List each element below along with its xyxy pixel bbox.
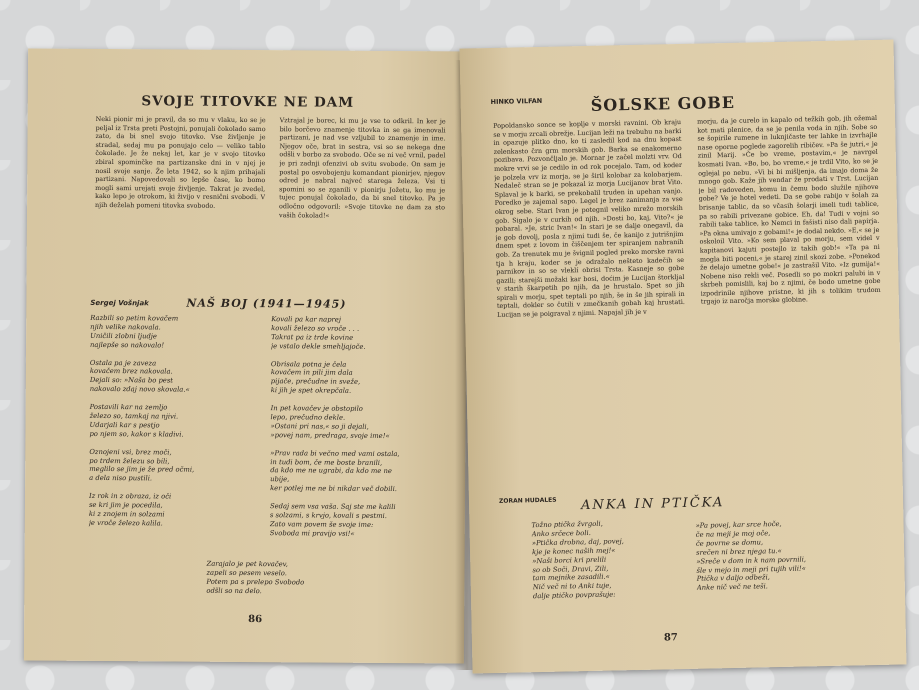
story-title: ŠOLSKE GOBE (590, 92, 736, 115)
story-author: HINKO VILFAN (490, 96, 543, 106)
story-column-2: morju, da je curelo in kapalo od težkih gob, jih ožemal kot mati plenice, da se je penila voda in njih. Sobe so se šopirile rumene in luknjičaste ter lahke in izvrhajle nase oporne pogledе zagorelih ribičev. »Pa še jutri,« je zinil Marij. »Če bo vreme, postavim,« je navrgel kosmati Ivan. »Bo, bo, bo vreme,« je trdil Vito, ko se je oglejal po nebu. »Vi bi bi mišljenja, da imajo doma že mnogo gob. Kaže jih vendar že prodati v Trst. Lucijan je bil radoveden, komu in čemu bodo služile njihove gobe? Ve je hotel vedeti. Da se gobe rabijo v šolah za brisanje tablic, da so včasih šolarji imeli tudi tablice, pa so rabili privezane gobice. Eh, da! Tudi v vojni so rabili take tablice, ko Nemci in fašisti niso dali papirja. »Pa okna umivajo z gobami!« je dodal nekdo. »E,« se je oskoloil Vito. »Ko sem plaval po morju, sem videl v kapitanovi kajuti postejlo iz takih gob!« »Ta pa ni mogla biti poceni,« je starej zinil skozi zobe. »Ponekod že delajo umetne gobe!« je zastrašil Vito. »Iz gumija!« Nobene niso rekli več. Posedli so po mokri palubi in v skrbeh pomislili, kaj bo z njimi, če bodo umetne gobe izpodrinile njihove pristne, ki jih s tolikim trudom trgajo iz naročja morske globine. (697, 113, 881, 307)
poem-title-right: ANKA IN PTIČKA (580, 495, 725, 514)
poem-author-right: ZORAN HUDALES (498, 496, 557, 505)
poem-column-1: Razbili so petim kovačem njih velike nakovala. Uničili zlobni ljudje najlepše so nakovalo! Ostala pa je zaveza kovačem brez nakovala. Dejali so: »Naša bo pest nakovalo zdaj novo skovala.« Postavili kar na zemljo železo so, tamkaj na njivi. Udarjali kar s pestjo po njem so, kakor s kladivi. Oznojeni vsi, brez moči, po trdem železu so bili, meglilo se jim je že pred očmi, a dela niso pustili. Iz rok in z obraza, iz oči se kri jim je pocedila, ki z znojem in solzami je vroče železo kalila. (88, 313, 195, 528)
poem-title: NAŠ BOJ (1941—1945) (186, 296, 347, 311)
story-column-1: Popoldansko sonce se koplje v morski ravnini. Ob kraju se v morju zrcali obrežje. Lucijan leži na trebuhu na barki in opazuje plitko dno, ko ti zasledil kod na dnu kopast zelenkasto črn grm morskih gob. Barka se enakomerno pozibava. Pozvončljalo je. Mornar je začel molzti vrv. Od mokre vrvi se je cedilo in od rok pocejalo. Tam, od koder je polzela vrv iz morja, se je širil kolobar za kolobarjem. Nedaleč stran se je pokazal iz morja Lucijanov brat Vito. Splaval je k barki, se prekobalil truden in upehan vanjo. Poredko je zajemal sapo. Legel je brez zanimanja za vse okrog sebe. Stari Ivan je potegnil veliko mrežo morskih gob. Sigalo je v curkih od njih. »Dosti bo, kaj, Vito?« je pobaral. »Je, stric Ivan!« In stari je se dalje onegavil, da je gob dovolj, posla z njimi tudi še, če kanijo z jutrišnjim dnem spet z lovom in čiščenjem ter spiranjem nabranih gob. Za trenutek mu je švignil pogled preko morske ravni tja h kraju, koder se je odražalo nešteto kadečih se parnikov in so se vleklí obrisi Trsta. Kasneje so gobe gazili; starejši možaki kar bosi, doćim je Lucijan štorkljal v starih škarpetih po njih, da je hrustalo. Spet so jih spirali v morju, spet teptali po njih, še in še jih spirali in teptali, dokler so čutili v zmečkanih gobah kaj hrustati. Lucijan se je poigraval z njimi. Napajal jih je v (493, 117, 685, 319)
right-page (460, 40, 907, 674)
poem-final-stanza: Zarajalo je pet kovačev, zapeli so pesem veselo. Potem pa s prelepo Svobodo odšli so na delo. (206, 559, 305, 595)
poem-right-column-1: Tožno ptička žvrgoli, Anko srčece boli. »Ptička drobna, daj, povej, kje je konec naših mej!« »Naši borci kri prelili so ob Soči, Dravi, Zili, tam mejnike zasadili.« Nič več ni to Anki tuje, dalje ptičko povprašuje: (531, 519, 624, 601)
article-column-1: Neki pionir mi je pravil, da so mu v vlaku, ko se je peljal iz Trsta preti Postojni, ponujali čokolado samo zato, da bi snel svojo titovko. Vse življenje je stradal, sedaj mu pa ponujajo celo — veliko tablo čokolade. Je že nekaj let, kar je v svojo titovko zbiral spominčke na partizanske dni in v njej je nosil svoje sanje. Že leta 1942, so k njim prihajali partizani. Napovedovali so lepše čase, ko bomo mogli sami urejati svoje življenje. Takrat je zvedel, kako lepo je otrokom, ki živijo v resnični svobodi. V njih deželah pomeni titovka svobodo. (95, 114, 266, 210)
poem-author: Sergej Vošnjak (90, 298, 149, 308)
article-column-2: Vztrajal je borec, ki mu je vse to odkril. In ker je bilo borčevo znamenje titovka in se ga imenovali partizani, je nad vse vzljubil to znamenje in ime. Njegov oče, brat in sestra, vsi so se nekega dne odšli v borbo za svobodo. Oče se ni več vrnil, padel je pri zadnji ofenzivi ob svitu svobode. On sam je postal po osvobojenju komandant pionirjev, njegov odred je nabral najveć starega železa. Vsi ti spomini so se zganili v pionirju Jožetu, ko mu je tujec ponujal čokolado, da bi snel titovko. Pa je odločno odgovoril: »Svoje titovke ne dam za sto vaših čokolad!« (278, 116, 446, 220)
poem-right-column-2: »Pa povej, kar srce hoče, če na meji je moj oče, če povrne se domu, srečen ni brez njega tu.« »Sreče v dom in k nam povrnili, šle v mejo in meji pri tujih vili!« Ptička v daljo odbeži, Anke nič več ne teši. (695, 519, 807, 593)
left-page (24, 48, 468, 663)
page-number-left: 86 (248, 614, 263, 626)
page-number-right: 87 (663, 632, 678, 644)
poem-column-2: Kovali pa kar naprej kovali železo so vroče . . . Takrat pa iz trde kovine je vstalo dekle smehljajoče. Obrisala potna je čela kovačem in pili jim dala pijače, prečudne in sveže, ki jih je spet okrepčala. In pet kovačev je obstopilo lepo, prečudno dekle. »Ostani pri nas,« so ji dejali, »povej nam, predraga, svoje ime!« »Prav rada bi večno med vami ostala, in tudi bom, če me boste branili, da kdo me ne ugrabi, da kdo me ne ubije, ker potlej me ne bi nikdar več dobili. Sedaj sem vsa vaša. Saj ste me kalili s solzami, s krvjo, kovali s pestmi. Zato vam povem še svoje ime: Svoboda mi pravijo vsi!« (269, 315, 400, 538)
article-title: SVOJE TITOVKE NE DAM (141, 93, 355, 111)
